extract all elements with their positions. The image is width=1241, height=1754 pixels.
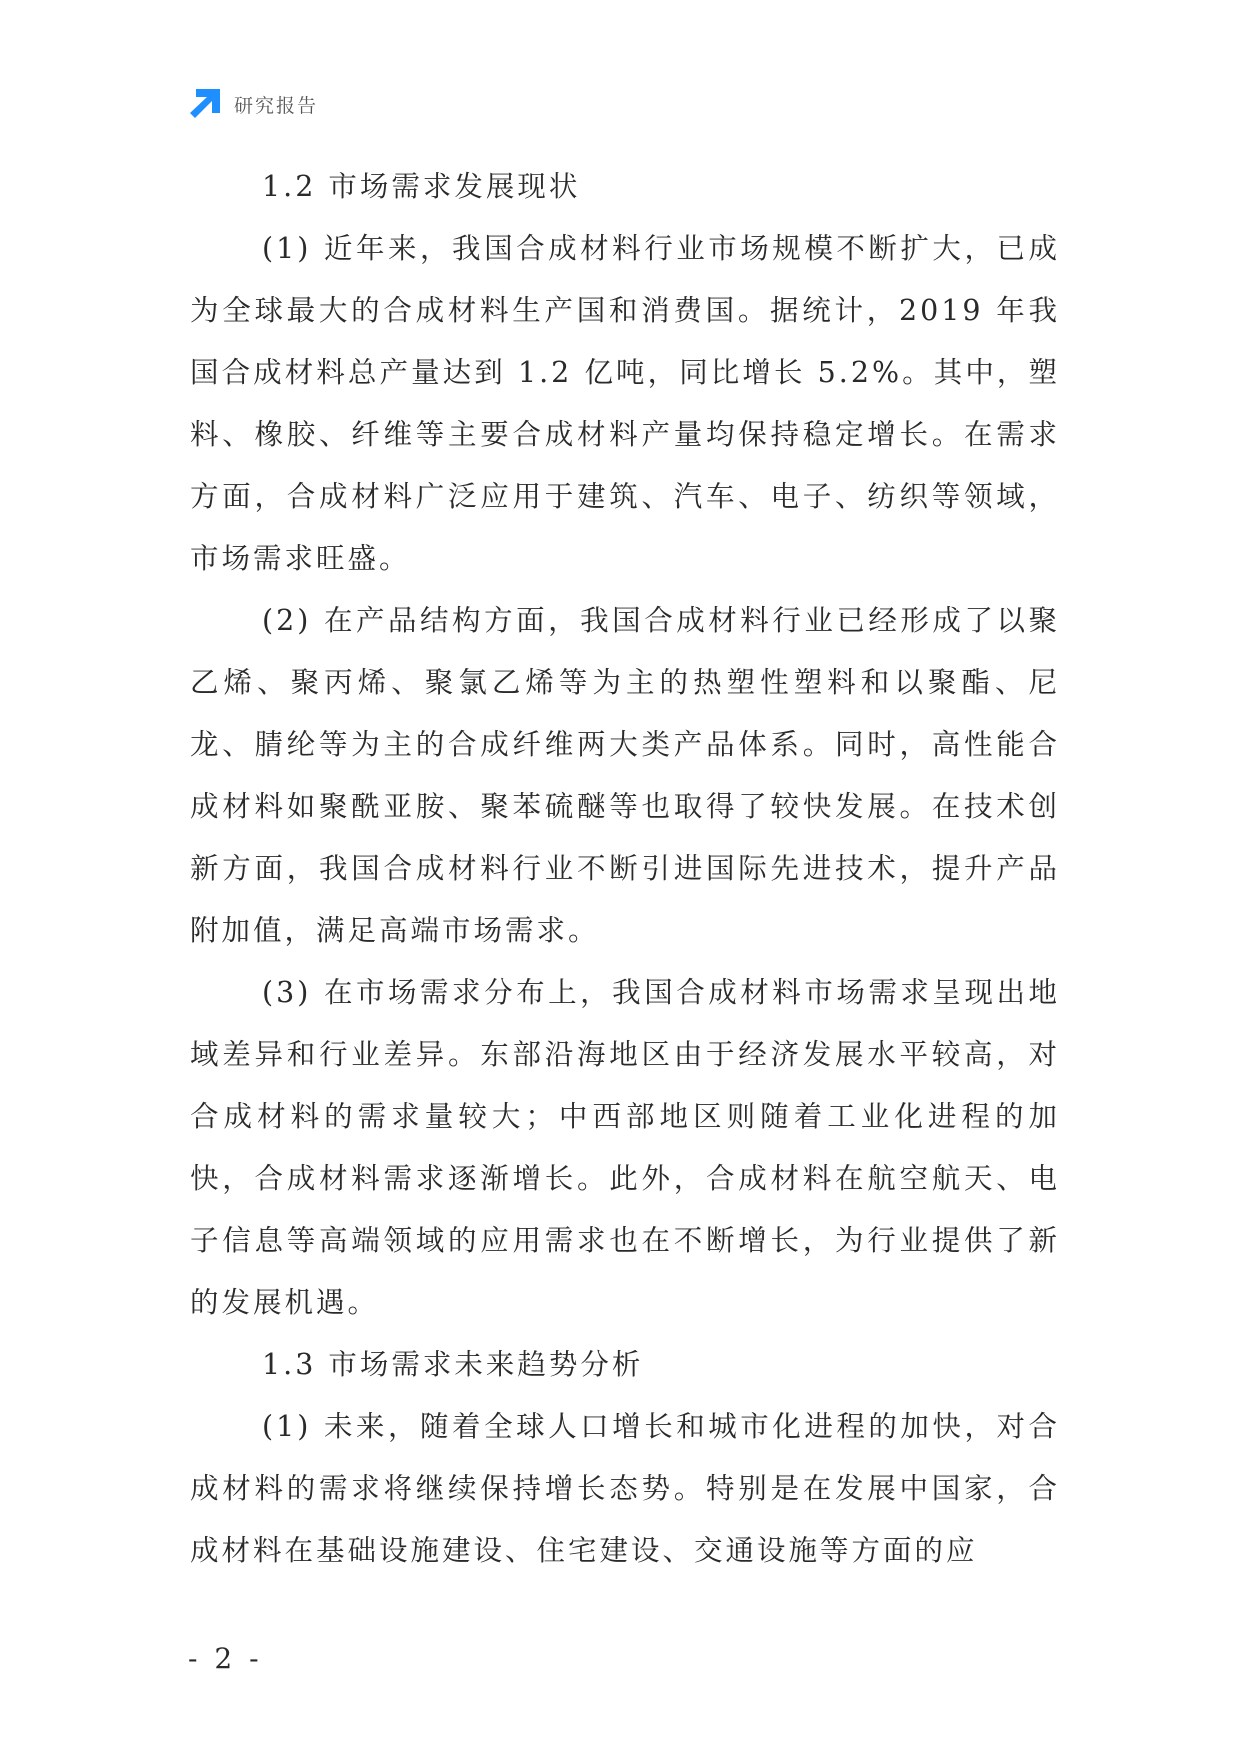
paragraph: (3) 在市场需求分布上，我国合成材料市场需求呈现出地域差异和行业差异。东部沿海地区由于经济发展水平较高，对合成材料的需求量较大；中西部地区则随着工业化进程的加快，合成材料需求逐渐增长。此外，合成材料在航空航天、电子信息等高端领域的应用需求也在不断增长，为行业提供了新的发展机遇。 bbox=[190, 976, 1060, 1319]
arrow-up-right-icon bbox=[188, 87, 222, 121]
document-body bbox=[190, 156, 1060, 1582]
report-header bbox=[188, 86, 318, 122]
section-heading: 1.2 市场需求发展现状 bbox=[262, 170, 581, 203]
page-number: - 2 - bbox=[188, 1642, 263, 1675]
paragraph: (2) 在产品结构方面，我国合成材料行业已经形成了以聚乙烯、聚丙烯、聚氯乙烯等为主的热塑性塑料和以聚酯、尼龙、腈纶等为主的合成纤维两大类产品体系。同时，高性能合成材料如聚酰亚胺、聚苯硫醚等也取得了较快发展。在技术创新方面，我国合成材料行业不断引进国际先进技术，提升产品附加值，满足高端市场需求。 bbox=[190, 604, 1060, 947]
header-title: 研究报告 bbox=[234, 94, 319, 117]
paragraph: (1) 未来，随着全球人口增长和城市化进程的加快，对合成材料的需求将继续保持增长态势。特别是在发展中国家，合成材料在基础设施建设、住宅建设、交通设施等方面的应 bbox=[190, 1410, 1060, 1567]
section-heading: 1.3 市场需求未来趋势分析 bbox=[262, 1348, 644, 1381]
paragraph: (1) 近年来，我国合成材料行业市场规模不断扩大，已成为全球最大的合成材料生产国和消费国。据统计，2019 年我国合成材料总产量达到 1.2 亿吨，同比增长 5.2%。其中，塑料、橡胶、纤维等主要合成材料产量均保持稳定增长。在需求方面，合成材料广泛应用于建筑、汽车、电子、纺织等领域，市场需求旺盛。 bbox=[190, 232, 1060, 575]
